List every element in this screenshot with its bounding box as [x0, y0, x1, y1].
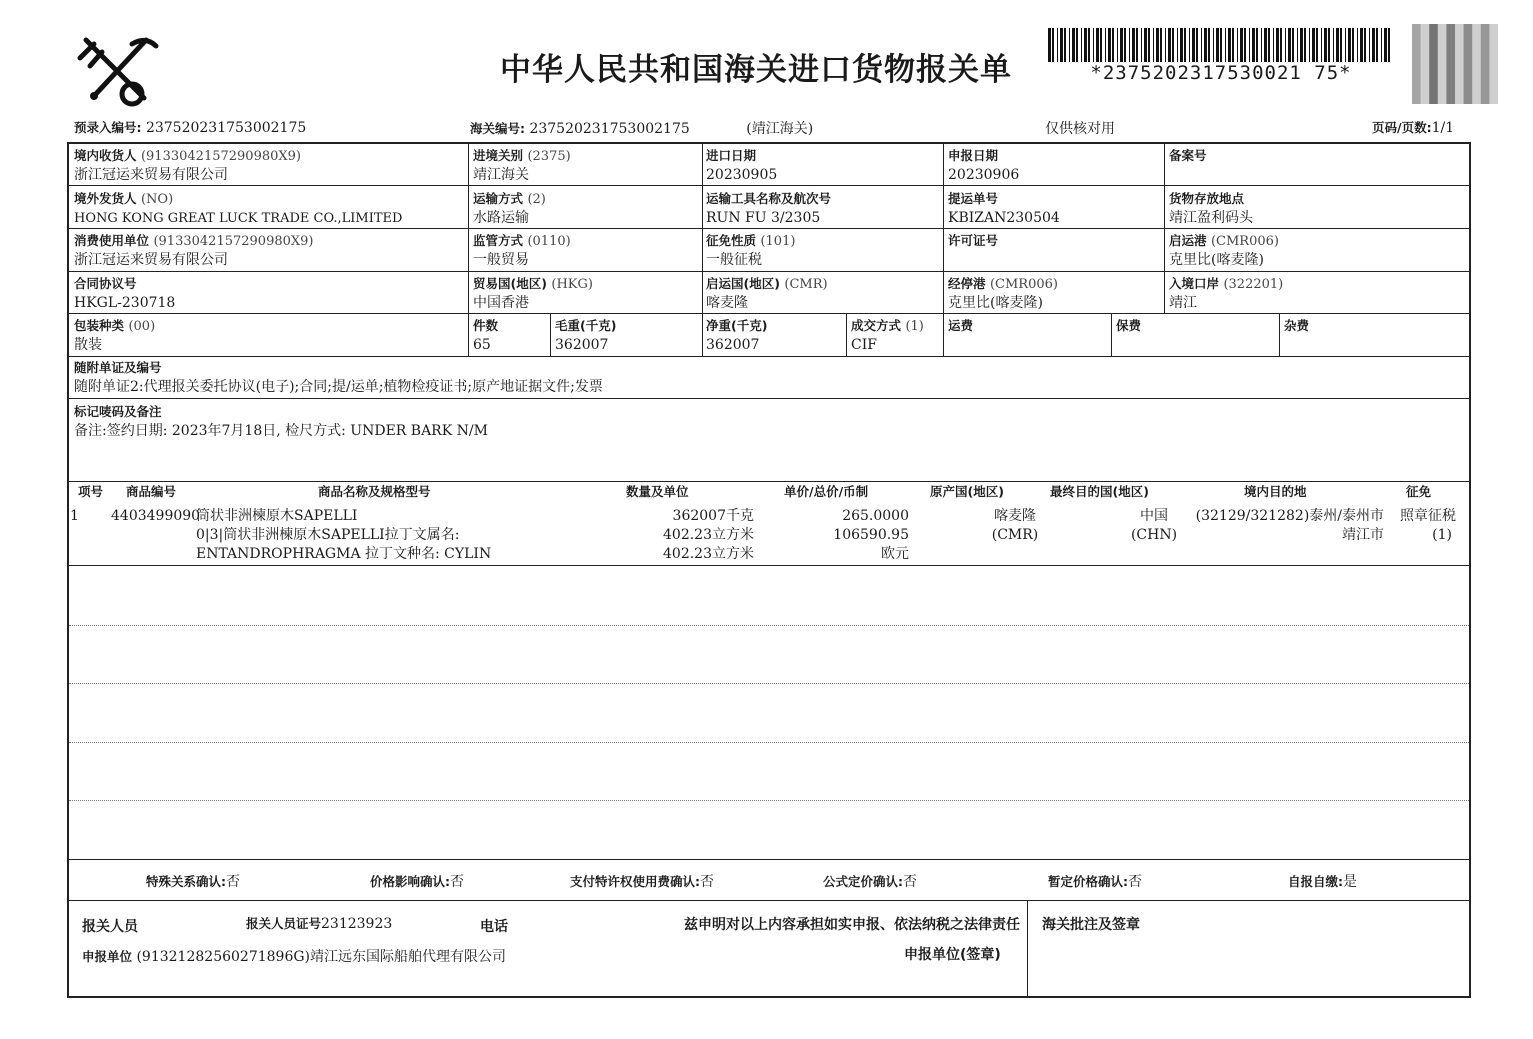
insurance-cell: [1116, 316, 1141, 336]
qr-code: [1412, 24, 1498, 104]
insurance-label: 保费: [1116, 318, 1142, 333]
shipper-label: 境外发货人: [74, 191, 137, 206]
trade-country-code: (HKG): [551, 277, 593, 292]
entry-port-cell: [1169, 274, 1283, 313]
consumer-label: 消费使用单位: [74, 233, 150, 248]
pre-entry-label: 预录入编号:: [74, 120, 142, 135]
goods-row-divider: [69, 683, 1469, 684]
freight-cell: [948, 316, 973, 336]
net-weight-label: 净重(千克): [706, 318, 768, 333]
entry-port-value: 靖江: [1169, 295, 1197, 311]
declaring-unit: [82, 946, 506, 966]
consignee-cell: [74, 146, 301, 185]
row-divider: [67, 859, 1471, 860]
gross-weight-label: 毛重(千克): [555, 318, 617, 333]
row-divider: [67, 398, 1471, 399]
supervision-label: 监管方式: [473, 233, 524, 248]
levy-label: 征免性质: [706, 233, 757, 248]
customs-office: (靖江海关): [746, 121, 814, 137]
gross-weight-value: 362007: [555, 337, 609, 353]
declaring-unit-value: (91321282560271896G)靖江远东国际船舶代理有限公司: [136, 949, 506, 965]
record-no-cell: [1169, 146, 1207, 166]
transport-mode-label: 运输方式: [473, 191, 524, 206]
bill-no-cell: [948, 189, 1060, 228]
depart-country-code: (CMR): [784, 277, 828, 292]
transit-port-label: 经停港: [948, 276, 986, 291]
row-divider: [67, 313, 1471, 314]
goods-qty-1: 362007千克: [672, 508, 754, 524]
goods-header-qty: 数量及单位: [626, 484, 689, 499]
declarant-cert-value: 23123923: [321, 916, 393, 932]
confirm-price-impact: [370, 871, 464, 891]
goods-exempt-1: 照章征税: [1400, 508, 1456, 524]
goods-qty-2: 402.23立方米: [663, 527, 754, 543]
package-value: 散装: [74, 337, 102, 353]
goods-row-divider: [69, 742, 1469, 743]
declaring-unit-label: 申报单位: [82, 949, 133, 964]
goods-item-no: 1: [70, 508, 79, 524]
trade-country-cell: [473, 274, 593, 313]
goods-name-line-1: 筒状非洲楝原木SAPELLI: [196, 508, 358, 524]
goods-dest: 中国: [1140, 508, 1168, 524]
page-value: 1/1: [1431, 120, 1455, 136]
trade-country-label: 贸易国(地区): [473, 276, 547, 291]
goods-header-domestic: 境内目的地: [1244, 484, 1307, 499]
barcode-number: *2375202317530021 75*: [1090, 62, 1352, 84]
goods-row-divider: [69, 800, 1469, 801]
entry-customs-code: (2375): [527, 149, 571, 164]
package-code: (00): [128, 319, 156, 334]
supervision-cell: [473, 231, 571, 270]
confirm-label: 公式定价确认:: [823, 874, 903, 889]
deal-mode-cell: [851, 316, 924, 355]
customs-no-label: 海关编号:: [470, 121, 525, 136]
depart-port-cell: [1169, 231, 1279, 270]
declare-date-label: 申报日期: [948, 148, 999, 163]
row-divider: [67, 900, 1471, 901]
documents-cell: [74, 358, 603, 397]
consumer-cell: [74, 231, 313, 270]
license-cell: [948, 231, 998, 251]
confirm-value: 否: [1128, 874, 1142, 890]
goods-domestic-1: (32129/321282)泰州/泰州市: [1195, 508, 1384, 524]
transport-mode-code: (2): [527, 192, 546, 207]
row-divider: [67, 565, 1471, 566]
supervision-code: (0110): [527, 234, 571, 249]
col-divider: [1111, 313, 1112, 356]
transit-port-value: 克里比(喀麦隆): [948, 295, 1043, 311]
col-divider: [468, 142, 469, 356]
confirm-value: 是: [1343, 874, 1357, 890]
legal-statement: 兹申明对以上内容承担如实申报、依法纳税之法律责任: [684, 917, 1020, 933]
col-divider: [1279, 313, 1280, 356]
depart-port-label: 启运港: [1169, 233, 1207, 248]
goods-header-origin: 原产国(地区): [930, 484, 1004, 499]
storage-label: 货物存放地点: [1169, 191, 1245, 206]
pieces-value: 65: [473, 337, 491, 353]
storage-value: 靖江盈利码头: [1169, 210, 1253, 226]
depart-port-code: (CMR006): [1210, 234, 1279, 249]
depart-country-cell: [706, 274, 828, 313]
declarant-cert-label: 报关人员证号: [246, 916, 322, 931]
consumer-code: (9133042157290980X9): [153, 234, 314, 249]
deal-mode-value: CIF: [851, 337, 877, 353]
confirm-value: 否: [700, 874, 714, 890]
confirm-royalty: [570, 871, 714, 891]
col-divider: [846, 313, 847, 356]
import-date-label: 进口日期: [706, 148, 757, 163]
trade-country-value: 中国香港: [473, 295, 529, 311]
goods-exempt-2: (1): [1432, 527, 1452, 543]
storage-cell: [1169, 189, 1253, 228]
net-weight-cell: [706, 316, 767, 355]
pre-entry-value: 237520231753002175: [145, 120, 307, 136]
customs-emblem-icon: [72, 30, 160, 112]
bill-no-value: KBIZAN230504: [948, 210, 1060, 226]
documents-label: 随附单证及编号: [74, 360, 162, 375]
goods-header-item: 项号: [78, 484, 104, 499]
import-date-value: 20230905: [706, 167, 778, 183]
customs-approval-label: 海关批注及签章: [1042, 917, 1140, 933]
goods-qty-3: 402.23立方米: [663, 546, 754, 562]
net-weight-value: 362007: [706, 337, 760, 353]
license-label: 许可证号: [948, 233, 999, 248]
barcode: [1046, 28, 1396, 62]
confirm-label: 暂定价格确认:: [1048, 874, 1128, 889]
confirm-self-declare: [1288, 871, 1357, 891]
vessel-value: RUN FU 3/2305: [706, 210, 821, 226]
consignee-value: 浙江冠运来贸易有限公司: [74, 167, 228, 183]
depart-country-value: 喀麦隆: [706, 295, 748, 311]
col-divider: [1164, 142, 1165, 313]
remarks-label: 标记唛码及备注: [74, 404, 162, 419]
vessel-label: 运输工具名称及航次号: [706, 191, 832, 206]
gross-weight-cell: [555, 316, 616, 355]
declarant-cert: [246, 914, 392, 932]
seal-label: 申报单位(签章): [904, 947, 1001, 963]
record-no-label: 备案号: [1169, 148, 1207, 163]
confirm-value: 否: [450, 874, 464, 890]
remarks-value: 备注:签约日期: 2023年7月18日, 检尺方式: UNDER BARK N/M: [74, 423, 488, 439]
row-divider: [67, 228, 1471, 229]
deal-mode-code: (1): [905, 319, 924, 334]
confirm-label: 支付特许权使用费确认:: [570, 874, 700, 889]
contract-value: HKGL-230718: [74, 295, 176, 311]
consumer-value: 浙江冠运来贸易有限公司: [74, 252, 228, 268]
page-count: [1372, 118, 1454, 136]
confirm-label: 价格影响确认:: [370, 874, 450, 889]
goods-header-price: 单价/总价/币制: [784, 484, 869, 499]
shipper-code: (NO): [140, 192, 174, 207]
confirm-value: 否: [903, 874, 917, 890]
import-date-cell: [706, 146, 777, 185]
verification-note: 仅供核对用: [1045, 121, 1115, 137]
confirm-label: 特殊关系确认:: [146, 874, 226, 889]
entry-customs-cell: [473, 146, 571, 185]
col-divider: [943, 142, 944, 356]
documents-value: 随附单证2:代理报关委托协议(电子);合同;提/运单;植物检疫证书;原产地证据文件;发票: [74, 379, 603, 395]
shipper-value: HONG KONG GREAT LUCK TRADE CO.,LIMITED: [74, 211, 403, 226]
pre-entry-number: [74, 118, 306, 136]
deal-mode-label: 成交方式: [851, 318, 902, 333]
vessel-cell: [706, 189, 831, 228]
pieces-cell: [473, 316, 498, 355]
confirm-special-relation: [146, 871, 240, 891]
phone-label: 电话: [480, 919, 508, 935]
misc-fee-cell: [1284, 316, 1309, 336]
freight-label: 运费: [948, 318, 974, 333]
page-label: 页码/页数:: [1372, 120, 1432, 135]
contract-cell: [74, 274, 175, 313]
goods-hs-code: 4403499090: [111, 508, 201, 524]
shipper-cell: [74, 189, 402, 228]
goods-header-dest: 最终目的国(地区): [1050, 484, 1149, 499]
transport-mode-value: 水路运输: [473, 210, 529, 226]
transit-port-cell: [948, 274, 1058, 313]
goods-domestic-2: 靖江市: [1342, 527, 1384, 543]
goods-header-exempt: 征免: [1406, 484, 1432, 499]
goods-origin: 喀麦隆: [994, 508, 1036, 524]
goods-header-name: 商品名称及规格型号: [318, 484, 431, 499]
goods-unit-price: 265.0000: [842, 508, 909, 524]
entry-port-label: 入境口岸: [1169, 276, 1220, 291]
row-divider: [67, 271, 1471, 272]
declarant-label: 报关人员: [82, 919, 138, 935]
customs-no-value: 237520231753002175: [529, 121, 690, 137]
depart-port-value: 克里比(喀麦隆): [1169, 252, 1264, 268]
entry-port-code: (322201): [1223, 277, 1284, 292]
entry-customs-value: 靖江海关: [473, 167, 529, 183]
document-title: 中华人民共和国海关进口货物报关单: [500, 52, 1012, 88]
col-divider: [702, 142, 703, 356]
declare-date-cell: [948, 146, 1019, 185]
misc-fee-label: 杂费: [1284, 318, 1310, 333]
confirm-provisional-price: [1048, 871, 1142, 891]
package-cell: [74, 316, 155, 355]
levy-code: (101): [760, 234, 796, 249]
pieces-label: 件数: [473, 318, 499, 333]
customs-number: [470, 118, 813, 138]
col-divider: [550, 313, 551, 356]
levy-cell: [706, 231, 795, 270]
consignee-label: 境内收货人: [74, 148, 137, 163]
entry-customs-label: 进境关别: [473, 148, 524, 163]
depart-country-label: 启运国(地区): [706, 276, 780, 291]
contract-label: 合同协议号: [74, 276, 137, 291]
goods-origin-code: (CMR): [991, 527, 1039, 543]
consignee-code: (9133042157290980X9): [140, 149, 301, 164]
package-label: 包装种类: [74, 318, 125, 333]
goods-row-divider: [69, 625, 1469, 626]
goods-currency: 欧元: [881, 546, 909, 562]
goods-name-line-2: 0|3|筒状非洲楝原木SAPELLI拉丁文属名:: [196, 527, 460, 543]
confirm-label: 自报自缴:: [1288, 874, 1343, 889]
col-divider: [1027, 900, 1028, 998]
transport-mode-cell: [473, 189, 546, 228]
goods-name-line-3: ENTANDROPHRAGMA 拉丁文种名: CYLIN: [196, 546, 492, 562]
transit-port-code: (CMR006): [989, 277, 1058, 292]
bill-no-label: 提运单号: [948, 191, 999, 206]
goods-header-code: 商品编号: [126, 484, 177, 499]
goods-total-price: 106590.95: [833, 527, 909, 543]
row-divider: [67, 185, 1471, 186]
confirm-formula-pricing: [823, 871, 917, 891]
levy-value: 一般征税: [706, 252, 762, 268]
row-divider: [67, 356, 1471, 357]
supervision-value: 一般贸易: [473, 252, 529, 268]
declare-date-value: 20230906: [948, 167, 1020, 183]
remarks-cell: [74, 402, 488, 441]
confirm-value: 否: [226, 874, 240, 890]
goods-dest-code: (CHN): [1130, 527, 1178, 543]
